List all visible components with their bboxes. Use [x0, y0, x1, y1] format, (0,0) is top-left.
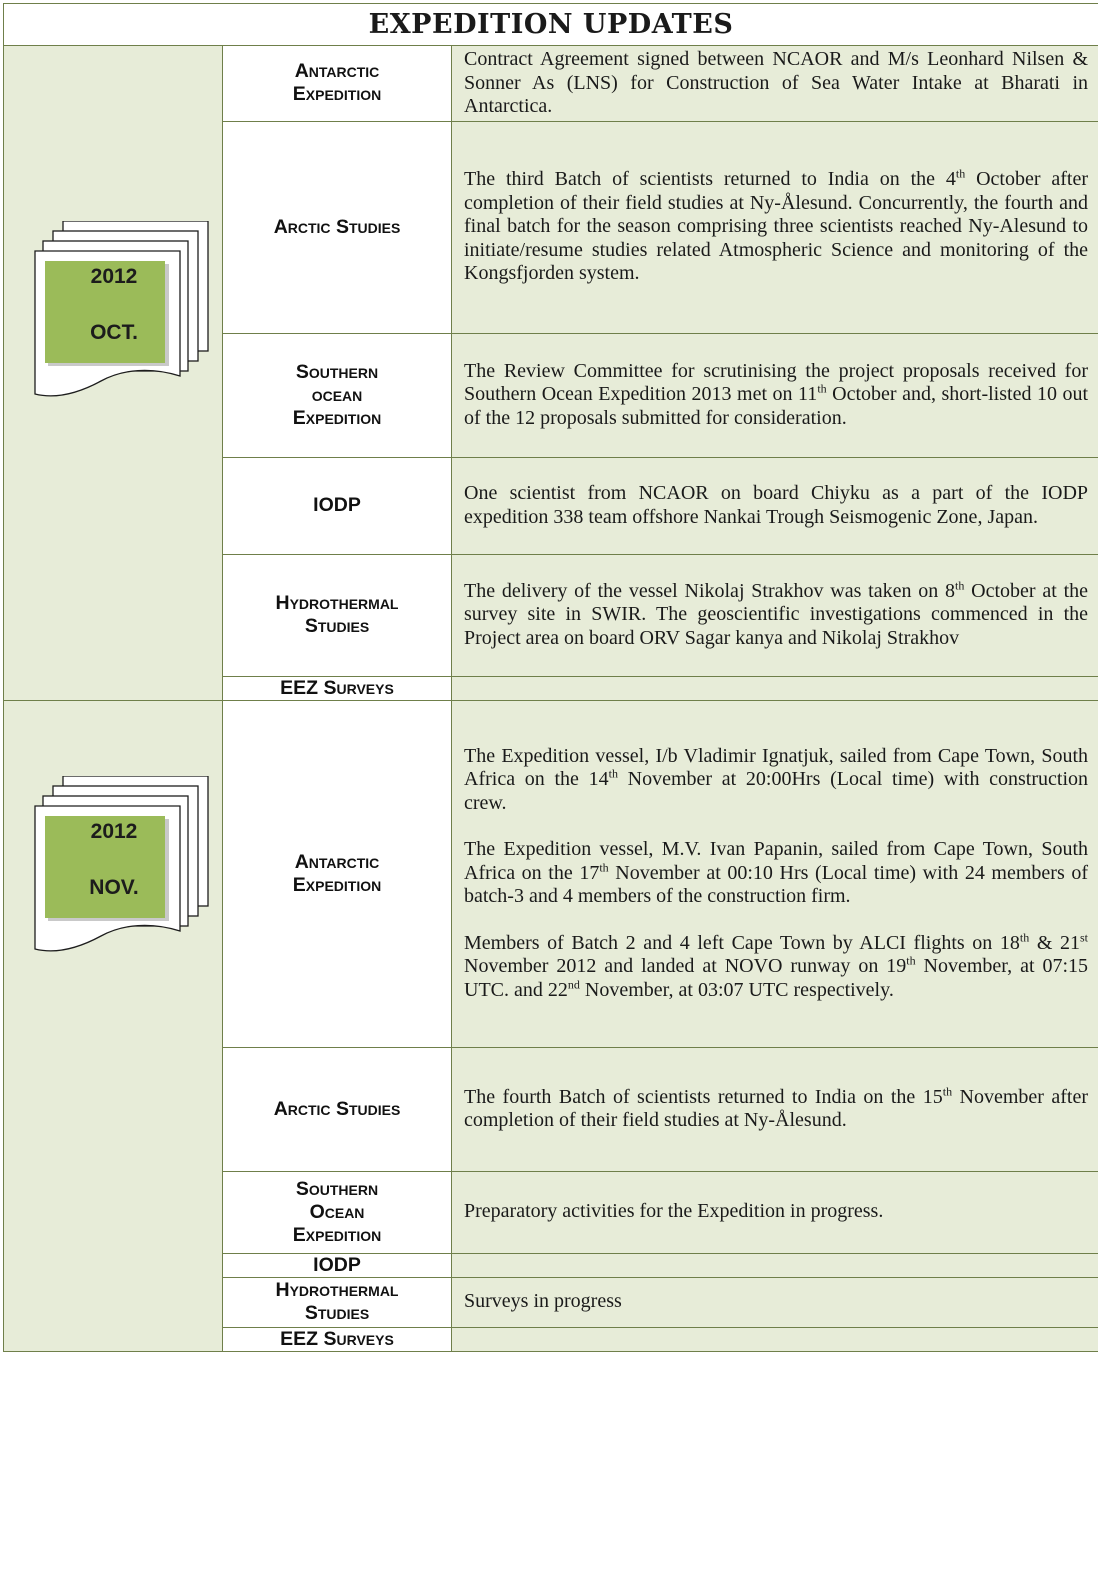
- update-paragraph: The third Batch of scientists returned to India on the 4th October after completion of their field studies at Ny-Ålesund. Concurrently, the fourth and final batch for the season comprising three scientists reached Ny-Alesund to initiate/resume studies related Atmospheric Science and monitoring of the Kongsfjorden system.: [464, 166, 1089, 285]
- update-description: [452, 1253, 1099, 1277]
- month-badge: [33, 221, 209, 401]
- category-label: ocean: [311, 383, 363, 406]
- category-label: Ocean: [309, 1200, 365, 1223]
- badge-month: NOV.: [89, 875, 139, 899]
- category-cell: [223, 1047, 452, 1171]
- category-label: IODP: [313, 1253, 361, 1276]
- update-description: [452, 700, 1099, 1047]
- category-cell: [223, 554, 452, 676]
- category-label: Expedition: [292, 873, 382, 896]
- update-description: [452, 457, 1099, 554]
- category-label: Arctic Studies: [273, 1097, 401, 1120]
- category-cell: [223, 457, 452, 554]
- category-label: Expedition: [292, 83, 382, 106]
- update-description: [452, 46, 1099, 122]
- category-cell: [223, 121, 452, 333]
- update-paragraph: The delivery of the vessel Nikolaj Strakhov was taken on 8th October at the survey site in SWIR. The geoscientific investigations commenced in the Project area on board ORV Sagar kanya and Nikolaj Strakhov: [464, 578, 1089, 649]
- update-paragraph: Preparatory activities for the Expedition in progress.: [464, 1200, 884, 1223]
- category-label: Hydrothermal: [275, 1279, 399, 1301]
- stacked-pages-icon: [33, 221, 209, 401]
- page-title: EXPEDITION UPDATES: [4, 4, 1099, 46]
- badge-year: 2012: [90, 265, 138, 288]
- update-description: [452, 676, 1099, 700]
- updates-table: [3, 3, 1098, 1352]
- category-label: Expedition: [292, 406, 382, 429]
- category-label: Antarctic: [294, 60, 380, 83]
- month-cell: [4, 46, 223, 701]
- update-paragraph: One scientist from NCAOR on board Chiyku as a part of the IODP expedition 338 team offshore Nankai Trough Seismogenic Zone, Japan.: [464, 482, 1089, 528]
- category-cell: [223, 1171, 452, 1253]
- category-cell: [223, 676, 452, 700]
- category-label: Southern: [295, 1177, 379, 1200]
- category-cell: [223, 1253, 452, 1277]
- update-paragraph: Surveys in progress: [464, 1290, 622, 1313]
- update-paragraph: The Review Committee for scrutinising the project proposals received for Southern Ocean Expedition 2013 met on 11th October and, short-listed 10 out of the 12 proposals submitted for consideration.: [464, 359, 1089, 429]
- update-paragraph: The fourth Batch of scientists returned to India on the 15th November after completion of their field studies at Ny-Ålesund.: [464, 1083, 1089, 1131]
- category-label: Studies: [304, 1302, 370, 1324]
- table-row: [4, 700, 1099, 1047]
- update-paragraph: Contract Agreement signed between NCAOR and M/s Leonhard Nilsen & Sonner As (LNS) for Construction of Sea Water Intake at Bharati in Antarctica.: [464, 48, 1089, 117]
- month-badge: [33, 776, 209, 956]
- update-description: [452, 121, 1099, 333]
- category-label: Studies: [304, 615, 370, 637]
- category-label: Southern: [295, 360, 379, 383]
- category-cell: [223, 1277, 452, 1327]
- category-cell: [223, 700, 452, 1047]
- category-label: EEZ Surveys: [280, 1327, 394, 1350]
- update-description: [452, 1327, 1099, 1351]
- category-label: IODP: [313, 494, 361, 516]
- update-paragraph: Members of Batch 2 and 4 left Cape Town by ALCI flights on 18th & 21st November 2012 and landed at NOVO runway on 19th November, at 07:15 UTC. and 22nd November, at 03:07 UTC respectively.: [464, 930, 1089, 1001]
- table-row: [4, 46, 1099, 122]
- update-paragraph: The Expedition vessel, I/b Vladimir Ignatjuk, sailed from Cape Town, South Africa on the 14th November at 20:00Hrs (Local time) with construction crew.: [464, 744, 1089, 814]
- month-cell: [4, 700, 223, 1351]
- category-label: Expedition: [292, 1223, 382, 1246]
- category-label: EEZ Surveys: [280, 676, 394, 699]
- update-description: [452, 1171, 1099, 1253]
- badge-year: 2012: [90, 819, 138, 843]
- stacked-pages-icon: [33, 776, 209, 956]
- update-description: [452, 1047, 1099, 1171]
- update-description: [452, 554, 1099, 676]
- category-cell: [223, 333, 452, 457]
- category-cell: [223, 1327, 452, 1351]
- category-label: Hydrothermal: [275, 592, 399, 614]
- category-label: Arctic Studies: [273, 215, 401, 238]
- update-description: [452, 1277, 1099, 1327]
- update-paragraph: The Expedition vessel, M.V. Ivan Papanin, sailed from Cape Town, South Africa on the 17th November at 00:10 Hrs (Local time) with 24 members of batch-3 and 4 members of the construction firm.: [464, 838, 1089, 908]
- category-cell: [223, 46, 452, 122]
- category-label: Antarctic: [294, 850, 380, 873]
- expedition-updates-frame: [3, 3, 1098, 1594]
- update-description: [452, 333, 1099, 457]
- badge-month: OCT.: [90, 321, 138, 344]
